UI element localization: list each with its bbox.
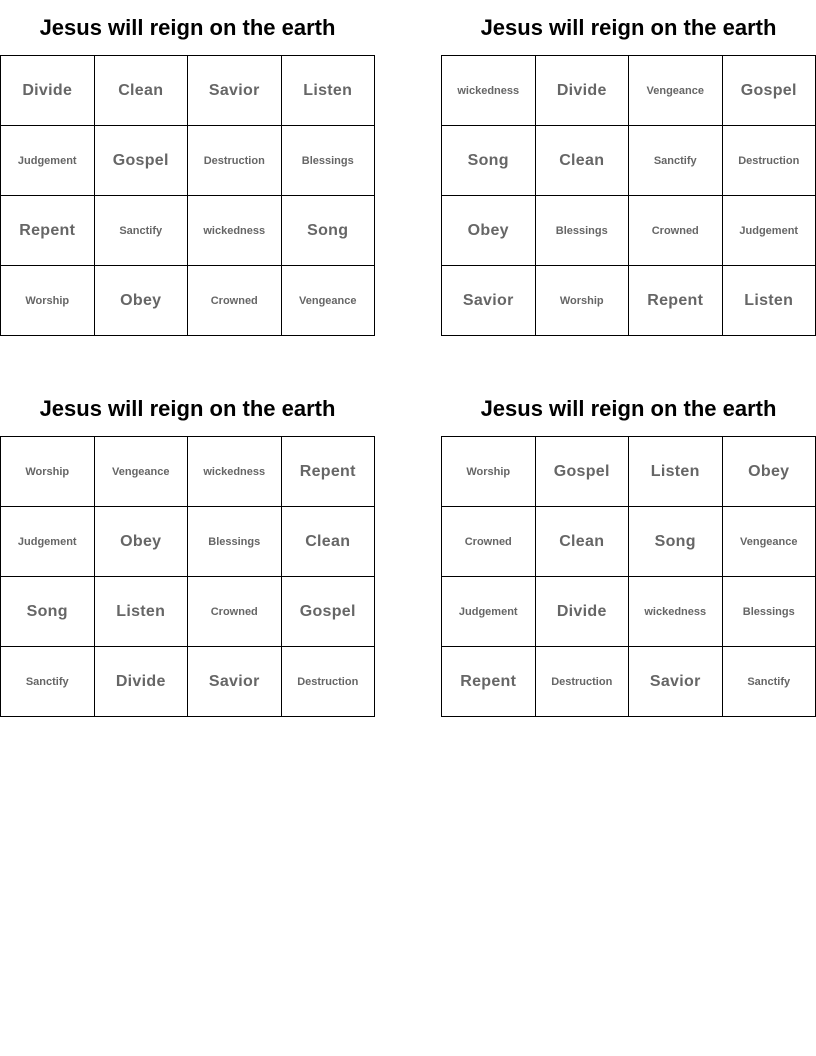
grid-cell: Worship xyxy=(1,266,95,336)
grid-row xyxy=(442,196,816,266)
grid-cell: Savior xyxy=(188,56,282,126)
grid-cell: Gospel xyxy=(281,577,375,647)
grid-cell: Vengeance xyxy=(281,266,375,336)
grid-cell: Crowned xyxy=(629,196,723,266)
grid-cell: Crowned xyxy=(188,577,282,647)
card-title: Jesus will reign on the earth xyxy=(480,15,777,40)
grid-cell: Divide xyxy=(1,56,95,126)
grid-cell: wickedness xyxy=(188,196,282,266)
grid-cell: Clean xyxy=(281,507,375,577)
grid-cell: Divide xyxy=(94,647,188,717)
grid-cell: Clean xyxy=(535,507,629,577)
grid-row xyxy=(1,437,375,507)
grid-row xyxy=(1,577,375,647)
grid-cell: Judgement xyxy=(442,577,536,647)
grid-cell: Vengeance xyxy=(722,507,816,577)
grid-cell: Judgement xyxy=(1,507,95,577)
grid-cell: Listen xyxy=(94,577,188,647)
grid-cell: Repent xyxy=(629,266,723,336)
grid-cell: Worship xyxy=(535,266,629,336)
grid-cell: Blessings xyxy=(188,507,282,577)
grid-cell: wickedness xyxy=(442,56,536,126)
grid-cell: Judgement xyxy=(1,126,95,196)
grid-cell: Repent xyxy=(281,437,375,507)
grid-cell: Sanctify xyxy=(722,647,816,717)
grid-row xyxy=(442,56,816,126)
grid-cell: Destruction xyxy=(188,126,282,196)
grid-cell: wickedness xyxy=(188,437,282,507)
grid-cell: Clean xyxy=(94,56,188,126)
grid-cell: Worship xyxy=(1,437,95,507)
grid-cell: Destruction xyxy=(281,647,375,717)
grid-cell: Savior xyxy=(442,266,536,336)
grid-cell: Blessings xyxy=(281,126,375,196)
grid-cell: Destruction xyxy=(722,126,816,196)
grid-cell: Destruction xyxy=(535,647,629,717)
bingo-grid xyxy=(0,436,375,717)
grid-cell: Song xyxy=(629,507,723,577)
grid-cell: Obey xyxy=(442,196,536,266)
grid-row xyxy=(1,56,375,126)
grid-row xyxy=(442,507,816,577)
grid-cell: Gospel xyxy=(722,56,816,126)
card-title: Jesus will reign on the earth xyxy=(39,396,336,421)
grid-cell: Song xyxy=(1,577,95,647)
grid-cell: Blessings xyxy=(535,196,629,266)
grid-cell: Sanctify xyxy=(1,647,95,717)
grid-cell: Divide xyxy=(535,577,629,647)
grid-cell: Obey xyxy=(722,437,816,507)
grid-cell: Clean xyxy=(535,126,629,196)
grid-cell: Sanctify xyxy=(94,196,188,266)
grid-row xyxy=(442,437,816,507)
grid-row xyxy=(442,577,816,647)
grid-cell: Gospel xyxy=(94,126,188,196)
grid-cell: Listen xyxy=(281,56,375,126)
grid-cell: Obey xyxy=(94,507,188,577)
grid-row xyxy=(1,647,375,717)
grid-cell: Gospel xyxy=(535,437,629,507)
grid-row xyxy=(442,126,816,196)
grid-cell: Repent xyxy=(442,647,536,717)
grid-cell: Judgement xyxy=(722,196,816,266)
grid-cell: Worship xyxy=(442,437,536,507)
card-title: Jesus will reign on the earth xyxy=(480,396,777,421)
grid-row xyxy=(1,507,375,577)
grid-cell: Repent xyxy=(1,196,95,266)
grid-cell: Savior xyxy=(188,647,282,717)
bingo-grid xyxy=(0,55,375,336)
grid-cell: Divide xyxy=(535,56,629,126)
grid-cell: Vengeance xyxy=(94,437,188,507)
grid-row xyxy=(1,196,375,266)
grid-row xyxy=(442,266,816,336)
grid-cell: Song xyxy=(281,196,375,266)
grid-cell: Obey xyxy=(94,266,188,336)
bingo-grid xyxy=(441,55,816,336)
grid-row xyxy=(1,266,375,336)
grid-cell: Blessings xyxy=(722,577,816,647)
grid-cell: Crowned xyxy=(188,266,282,336)
grid-cell: Savior xyxy=(629,647,723,717)
card-title: Jesus will reign on the earth xyxy=(39,15,336,40)
grid-cell: Sanctify xyxy=(629,126,723,196)
grid-row xyxy=(442,647,816,717)
grid-cell: Listen xyxy=(722,266,816,336)
grid-cell: wickedness xyxy=(629,577,723,647)
grid-row xyxy=(1,126,375,196)
grid-cell: Crowned xyxy=(442,507,536,577)
bingo-grid xyxy=(441,436,816,717)
grid-cell: Vengeance xyxy=(629,56,723,126)
grid-cell: Listen xyxy=(629,437,723,507)
grid-cell: Song xyxy=(442,126,536,196)
